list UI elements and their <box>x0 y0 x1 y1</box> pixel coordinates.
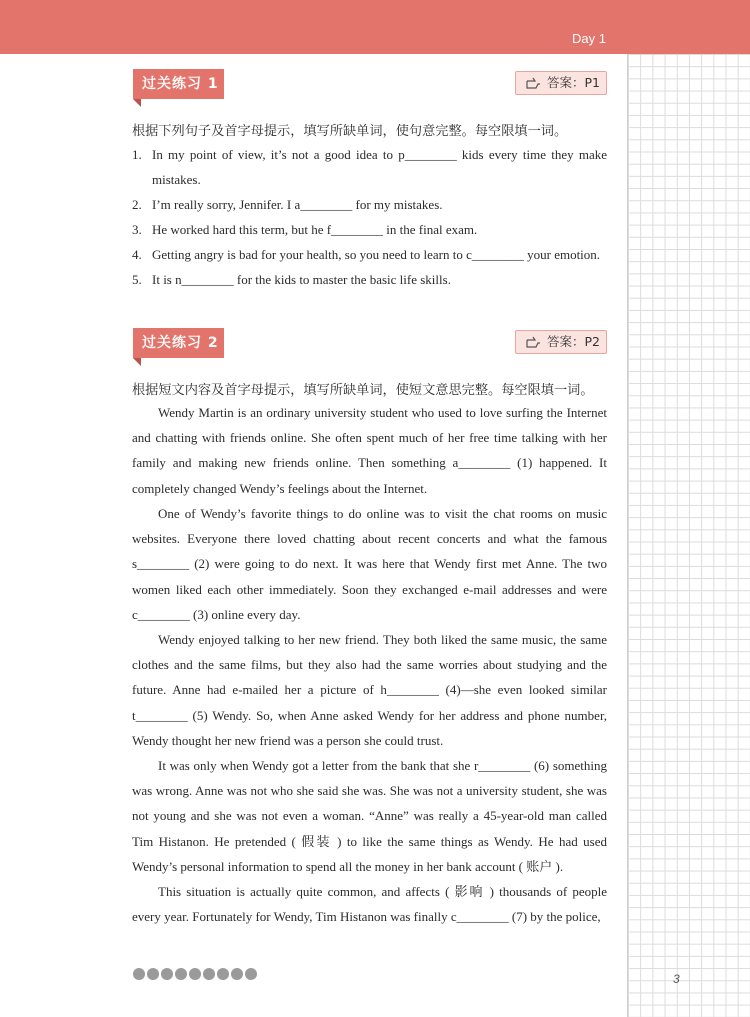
section-1-answer-ref: 答案：P1 <box>547 75 600 90</box>
decor-icon <box>245 968 257 980</box>
grid-margin <box>627 54 750 1017</box>
question-text: He worked hard this term, but he f________ in the final exam. <box>152 222 478 237</box>
day-label: Day 1 <box>572 31 606 46</box>
question-number: 4. <box>132 247 142 262</box>
section-1-answer-box <box>515 71 607 95</box>
passage-paragraph-3: Wendy enjoyed talking to her new friend. They both liked the same music, the same clothes and the same films, but they also had the same worries about studying and the future. Anne had e-mailed her a picture of h________ (4)—she even looked similar t________ (5) Wendy. So, when Anne asked Wendy for her address and phone number, Wendy thought her new friend was a person she could trust. <box>132 632 607 748</box>
decor-icon <box>133 968 145 980</box>
section-2-answer-box <box>515 330 607 354</box>
question-number: 2. <box>132 197 142 212</box>
decor-icon <box>147 968 159 980</box>
question-1 <box>132 142 607 192</box>
question-text: I’m really sorry, Jennifer. I a________ for my mistakes. <box>152 197 443 212</box>
passage-paragraph-2: One of Wendy’s favorite things to do online was to visit the chat rooms on music websites. Everyone there loved chatting about recent concerts and what the famous s________ (2) were going to do next. It was here that Wendy first met Anne. The two women liked each other immediately. Soon they exchanged e-mail addresses and were c________ (3) online every day. <box>132 506 607 622</box>
question-2 <box>132 192 607 217</box>
decor-icon <box>189 968 201 980</box>
page-number: 3 <box>673 972 680 986</box>
decor-icon <box>231 968 243 980</box>
header-bar <box>0 0 750 54</box>
pointing-hand-icon <box>526 76 542 90</box>
section-1-tag <box>133 69 224 99</box>
question-3 <box>132 217 607 242</box>
passage-paragraph-1: Wendy Martin is an ordinary university student who used to love surfing the Internet and chatting with friends online. She often spent much of her free time talking with her family and making new friends online. Then something a________ (1) happened. It completely changed Wendy’s feelings about the Internet. <box>132 405 607 496</box>
section-2-answer-ref: 答案：P2 <box>547 334 600 349</box>
passage-paragraph-4: It was only when Wendy got a letter from the bank that she r________ (6) something was wrong. Anne was not who she said she was. She was not a university student, she was not young and she was not even a woman. “Anne” was really a 45-year-old man called Tim Histanon. He pretended ( 假装 ) to like the same things as Wendy. He had used Wendy’s personal information to spend all the money in her bank account ( 账户 ). <box>132 758 607 874</box>
decor-icon <box>217 968 229 980</box>
section-1-tag-label: 过关练习 1 <box>142 76 219 92</box>
question-text: It is n________ for the kids to master the basic life skills. <box>152 272 451 287</box>
footer-decoration <box>133 966 257 982</box>
question-text: In my point of view, it’s not a good idea to p________ kids every time they make mistakes. <box>152 147 607 187</box>
pointing-hand-icon <box>526 335 542 349</box>
section-2-tag-label: 过关练习 2 <box>142 335 219 351</box>
decor-icon <box>175 968 187 980</box>
decor-icon <box>203 968 215 980</box>
question-text: Getting angry is bad for your health, so you need to learn to c________ your emotion. <box>152 247 601 262</box>
passage-paragraph-5: This situation is actually quite common, and affects ( 影响 ) thousands of people every year. Fortunately for Wendy, Tim Histanon was finally c________ (7) by the police, <box>132 884 607 925</box>
question-number: 1. <box>132 147 142 162</box>
decor-icon <box>161 968 173 980</box>
question-number: 3. <box>132 222 142 237</box>
section-2-instruction: 根据短文内容及首字母提示，填写所缺单词，使短文意思完整。每空限填一词。 <box>132 383 594 398</box>
question-5 <box>132 267 607 292</box>
section-2-tag <box>133 328 224 358</box>
question-number: 5. <box>132 272 142 287</box>
section-1-instruction: 根据下列句子及首字母提示，填写所缺单词，使句意完整。每空限填一词。 <box>132 124 568 139</box>
question-4 <box>132 242 607 267</box>
